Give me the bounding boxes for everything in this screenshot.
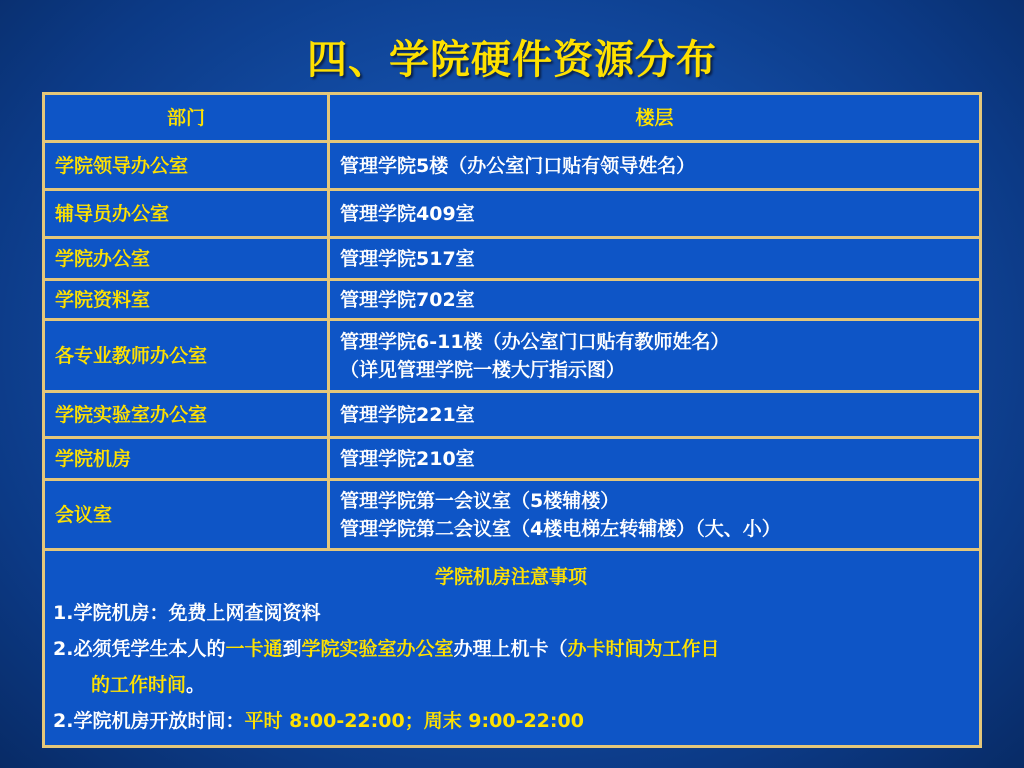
note-line-3 xyxy=(53,703,969,739)
header-dept: 部门 xyxy=(44,94,329,142)
floor-line: 管理学院517室 xyxy=(340,247,475,270)
floor-cell xyxy=(329,190,981,238)
floor-cell xyxy=(329,480,981,550)
note-highlight: 一卡通 xyxy=(225,638,283,660)
resource-table xyxy=(42,92,982,748)
table-row xyxy=(44,142,981,190)
table-row xyxy=(44,480,981,550)
floor-line: （详见管理学院一楼大厅指示图） xyxy=(340,358,626,381)
floor-line: 管理学院6-11楼（办公室门口贴有教师姓名） xyxy=(340,330,730,353)
floor-line: 管理学院221室 xyxy=(340,403,475,426)
note-highlight: 平时 8:00-22:00；周末 9:00-22:00 xyxy=(244,710,584,732)
floor-cell xyxy=(329,142,981,190)
floor-line: 管理学院5楼（办公室门口贴有领导姓名） xyxy=(340,154,696,177)
note-text: 到 xyxy=(282,638,302,660)
table-row xyxy=(44,238,981,280)
floor-line: 管理学院第一会议室（5楼辅楼） xyxy=(340,489,620,512)
dept-cell: 辅导员办公室 xyxy=(44,190,329,238)
notes-cell xyxy=(44,550,981,747)
note-text: 2.必须凭学生本人的 xyxy=(53,638,226,660)
floor-cell xyxy=(329,280,981,320)
dept-cell: 学院资料室 xyxy=(44,280,329,320)
dept-cell: 学院实验室办公室 xyxy=(44,392,329,438)
dept-cell: 学院办公室 xyxy=(44,238,329,280)
table-row xyxy=(44,190,981,238)
dept-cell: 会议室 xyxy=(44,480,329,550)
note-text: 2.学院机房开放时间： xyxy=(53,710,245,732)
note-highlight: 的工作时间 xyxy=(91,674,187,696)
note-line-2-cont xyxy=(53,667,969,703)
dept-cell: 各专业教师办公室 xyxy=(44,320,329,392)
note-text: 。 xyxy=(186,674,206,696)
note-text: 办理上机卡（ xyxy=(453,638,568,660)
notes-row xyxy=(44,550,981,747)
dept-cell: 学院机房 xyxy=(44,438,329,480)
notes-title: 学院机房注意事项 xyxy=(434,566,587,588)
table-row xyxy=(44,438,981,480)
floor-cell xyxy=(329,320,981,392)
floor-cell xyxy=(329,238,981,280)
note-line-2 xyxy=(53,631,969,667)
header-floor: 楼层 xyxy=(329,94,981,142)
floor-line: 管理学院第二会议室（4楼电梯左转辅楼）（大、小） xyxy=(340,517,781,540)
floor-line: 管理学院702室 xyxy=(340,288,475,311)
table-row xyxy=(44,392,981,438)
floor-line: 管理学院409室 xyxy=(340,202,475,225)
table-row xyxy=(44,320,981,392)
note-highlight: 办卡时间为工作日 xyxy=(567,638,720,660)
floor-line: 管理学院210室 xyxy=(340,447,475,470)
note-line-1: 1.学院机房：免费上网查阅资料 xyxy=(53,602,321,624)
slide-title: 四、学院硬件资源分布 xyxy=(307,37,717,83)
note-highlight: 学院实验室办公室 xyxy=(301,638,454,660)
table-header-row xyxy=(44,94,981,142)
dept-cell: 学院领导办公室 xyxy=(44,142,329,190)
table-row xyxy=(44,280,981,320)
floor-cell xyxy=(329,392,981,438)
floor-cell xyxy=(329,438,981,480)
